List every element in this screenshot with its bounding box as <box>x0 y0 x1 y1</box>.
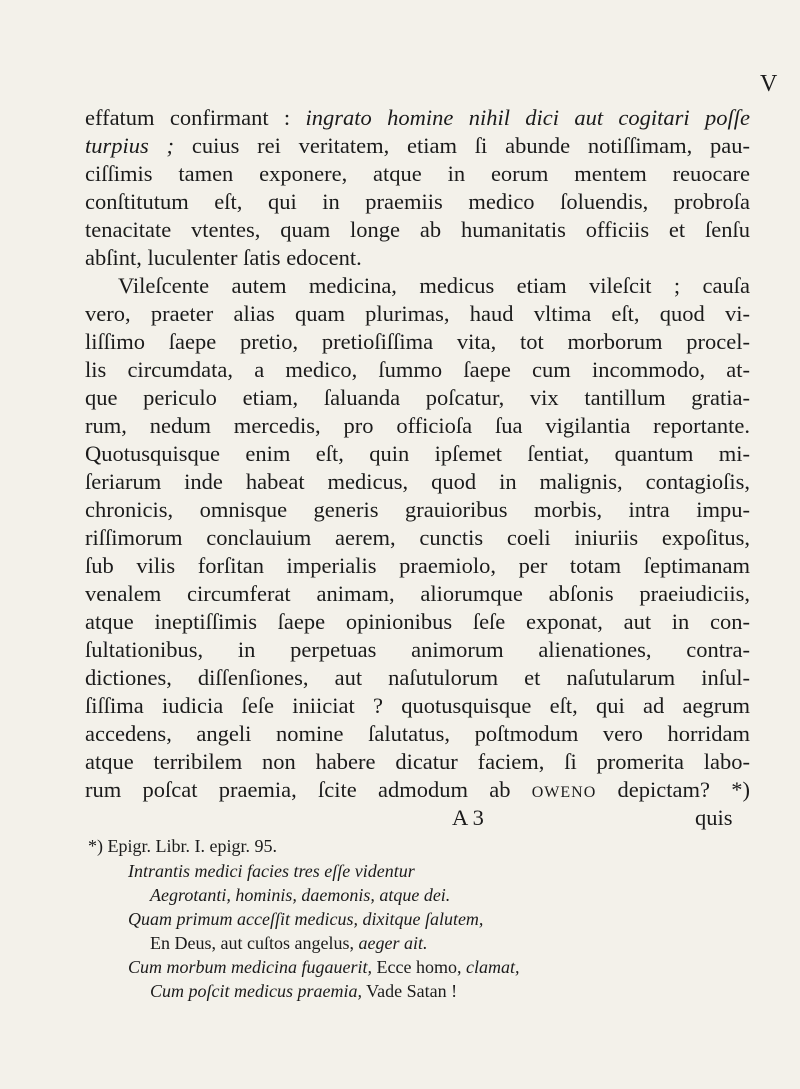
text-line: venalem circumferat animam, aliorumque abſonis praeiudiciis, <box>85 581 750 606</box>
text-line: atque terribilem non habere dicatur faciem, ſi promerita labo- <box>85 749 750 774</box>
footnote-reference: *) Epigr. Libr. I. epigr. 95. <box>88 836 277 856</box>
text-line: turpius ; cuius rei veritatem, etiam ſi abunde notiſſimam, pau- <box>85 133 751 158</box>
text-line: accedens, angeli nomine ſalutatus, poſtmodum vero horridam <box>85 721 750 746</box>
text-line: conſtitutum eſt, qui in praemiis medico ſoluendis, probroſa <box>85 189 750 214</box>
page-number: V <box>760 71 778 97</box>
text-line: tenacitate vtentes, quam longe ab humanitatis officiis et ſenſu <box>85 217 750 242</box>
signature-mark: A 3 <box>452 805 484 830</box>
text-line: atque ineptiſſimis ſaepe opinionibus ſeſe exponat, aut in con- <box>85 609 750 634</box>
text-line: ciſſimis tamen exponere, atque in eorum mentem reuocare <box>85 161 750 186</box>
text-line: ſiſſima iudicia ſeſe iniiciat ? quotusquisque eſt, qui ad aegrum <box>85 693 750 718</box>
text-line: que periculo etiam, ſaluanda poſcatur, vix tantillum gratia- <box>85 385 750 410</box>
author-name: oweno <box>531 777 597 802</box>
footnote-verse: Aegrotanti, hominis, daemonis, atque dei. <box>150 885 451 905</box>
text-line: effatum confirmant : ingrato homine nihil dici aut cogitari poſſe <box>85 105 750 130</box>
text-line: dictiones, diſſenſiones, aut naſutulorum et naſutularum inſul- <box>85 665 750 690</box>
text-line: ſub vilis forſitan imperialis praemiolo, per totam ſeptimanam <box>85 553 750 578</box>
text-line: vero, praeter alias quam plurimas, haud vltima eſt, quod vi- <box>85 301 750 326</box>
footnote-verse: En Deus, aut cuſtos angelus, aeger ait. <box>150 933 428 953</box>
text-line: rum, nedum mercedis, pro officioſa ſua vigilantia reportante. <box>85 413 750 438</box>
catchword: quis <box>695 805 733 830</box>
text-line: rum poſcat praemia, ſcite admodum ab oweno depictam? *) <box>85 777 750 802</box>
footnote-verse: Intrantis medici facies tres eſſe videntur <box>128 861 415 881</box>
text-line: ſultationibus, in perpetuas animorum alienationes, contra- <box>85 637 750 662</box>
text-line: lis circumdata, a medico, ſummo ſaepe cum incommodo, at- <box>85 357 750 382</box>
text-line: Vileſcente autem medicina, medicus etiam vileſcit ; cauſa <box>118 273 750 298</box>
footnote-marker: *) <box>88 836 103 856</box>
text-line: abſint, luculenter ſatis edocent. <box>85 245 362 270</box>
text-line: ſeriarum inde habeat medicus, quod in malignis, contagioſis, <box>85 469 750 494</box>
text-line: liſſimo ſaepe pretio, pretioſiſſima vita, tot morborum procel- <box>85 329 750 354</box>
footnote-verse: Cum poſcit medicus praemia, Vade Satan ! <box>150 981 458 1001</box>
text-line: riſſimorum conclauium aerem, cunctis coeli iniuriis expoſitus, <box>85 525 750 550</box>
footnote-verse: Quam primum acceſſit medicus, dixitque ſalutem, <box>128 909 484 929</box>
footnote-verse: Cum morbum medicina fugauerit, Ecce homo, clamat, <box>128 957 520 977</box>
text-line: chronicis, omnisque generis grauioribus morbis, intra impu- <box>85 497 750 522</box>
text-line: Quotusquisque enim eſt, quin ipſemet ſentiat, quantum mi- <box>85 441 750 466</box>
